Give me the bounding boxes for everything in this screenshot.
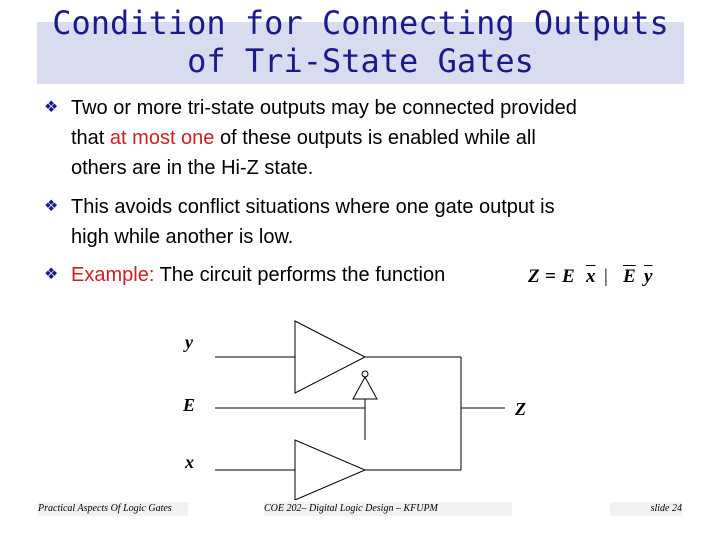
- circuit-output-z: Z: [515, 399, 526, 419]
- bullet-2: [44, 192, 555, 252]
- slide-title: Condition for Connecting Outputs of Tri-State Gates: [52, 4, 669, 80]
- bullet-1-text-c: of these outputs is enabled while all: [214, 127, 536, 149]
- bullet-1-line-3: others are in the Hi-Z state.: [71, 157, 314, 179]
- diamond-bullet-icon: ❖: [44, 99, 59, 116]
- bullet-3: [44, 260, 445, 290]
- highlight-text: at most one: [109, 127, 215, 149]
- footer-center: COE 202– Digital Logic Design – KFUPM: [264, 502, 512, 516]
- bullet-1-text-b: that: [71, 127, 110, 149]
- bullet-1-line-1: Two or more tri-state outputs may be connected provided: [71, 97, 577, 119]
- formula-z: Z: [528, 266, 540, 287]
- diamond-bullet-icon: ❖: [44, 266, 59, 283]
- tri-state-circuit: [175, 315, 555, 500]
- formula-e1: E: [562, 266, 575, 287]
- bullet-2-line-1: This avoids conflict situations where one gate output is: [71, 196, 555, 218]
- bottom-buffer: [295, 440, 365, 500]
- example-label: Example:: [71, 264, 155, 286]
- footer-right: slide 24: [610, 502, 682, 516]
- example-text: The circuit performs the function: [154, 264, 446, 286]
- bullet-1: [44, 93, 577, 183]
- bullet-3-line: [71, 260, 445, 290]
- formula-e2: $\overline{E}$: [623, 266, 636, 287]
- bullet-1-line-2: [71, 123, 577, 153]
- formula-y: $\overline{y}$: [644, 266, 653, 287]
- formula-x: $\overline{x}$: [586, 266, 596, 287]
- formula-equals: =: [545, 266, 556, 287]
- circuit-input-e: E: [183, 395, 196, 415]
- top-buffer: [295, 321, 365, 393]
- enable-inverter: [353, 377, 377, 399]
- formula-or: |: [604, 266, 608, 287]
- bullet-2-line-2: high while another is low.: [71, 226, 294, 248]
- footer-left: Practical Aspects Of Logic Gates: [38, 502, 188, 516]
- circuit-input-x: x: [185, 452, 194, 472]
- diamond-bullet-icon: ❖: [44, 198, 59, 215]
- circuit-input-y: y: [185, 332, 193, 352]
